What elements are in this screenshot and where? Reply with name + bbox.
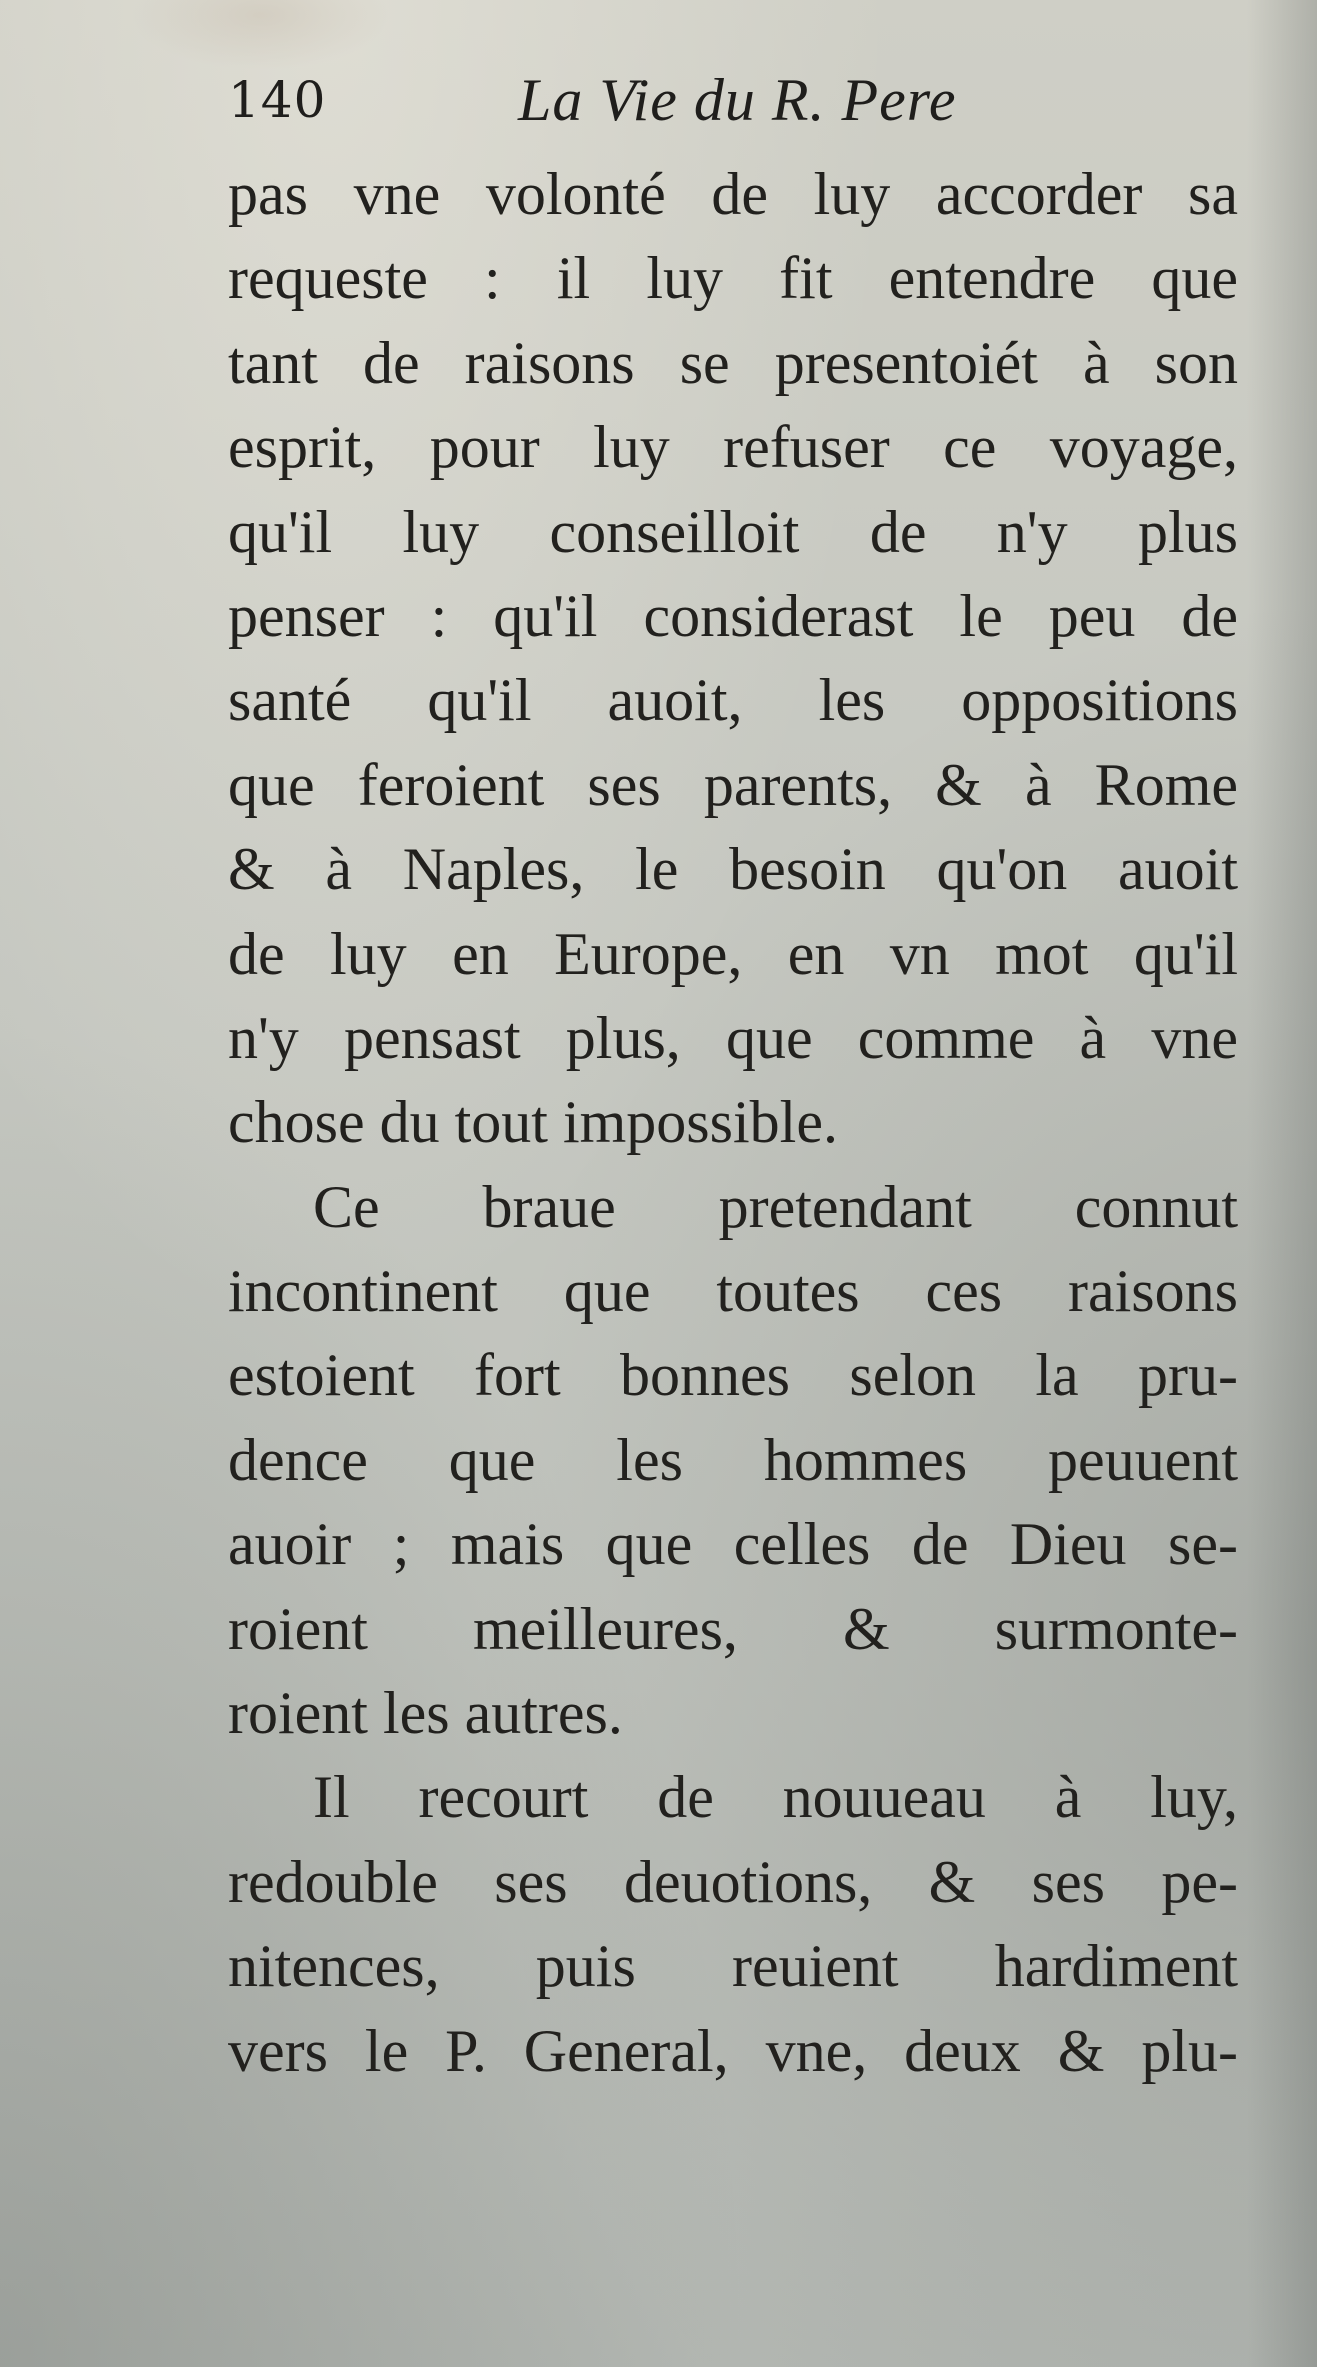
page-number: 140 bbox=[228, 71, 327, 129]
text-line: estoient fort bonnes selon la pru- bbox=[228, 1342, 1238, 1409]
text-line: santé qu'il auoit, les oppositions bbox=[228, 667, 1238, 734]
text-line: que feroient ses parents, & à Rome bbox=[228, 751, 1238, 818]
text-line: roient les autres. bbox=[228, 1680, 623, 1747]
running-head: La Vie du R. Pere bbox=[518, 67, 957, 133]
page-edge-shadow bbox=[1247, 0, 1317, 2367]
text-line: n'y pensast plus, que comme à vne bbox=[228, 1004, 1238, 1071]
text-line: tant de raisons se presentoiét à son bbox=[228, 329, 1238, 396]
text-line: requeste : il luy fit entendre que bbox=[228, 245, 1238, 312]
paragraph-first-line: Il recourt de nouueau à luy, bbox=[313, 1764, 1238, 1831]
text-line: de luy en Europe, en vn mot qu'il bbox=[228, 920, 1238, 987]
text-line: roient meilleures, & surmonte- bbox=[228, 1595, 1238, 1662]
paper-stain bbox=[130, 0, 390, 70]
text-line: esprit, pour luy refuser ce voyage, bbox=[228, 414, 1238, 481]
text-line: nitences, puis reuient hardiment bbox=[228, 1933, 1238, 2000]
text-line: incontinent que toutes ces raisons bbox=[228, 1258, 1238, 1325]
text-line: vers le P. General, vne, deux & plu- bbox=[228, 2017, 1238, 2084]
body-text bbox=[228, 152, 1238, 2093]
page-header bbox=[228, 68, 1028, 138]
text-line: qu'il luy conseilloit de n'y plus bbox=[228, 498, 1238, 565]
text-line: penser : qu'il considerast le peu de bbox=[228, 582, 1238, 649]
text-line: pas vne volonté de luy accorder sa bbox=[228, 161, 1238, 227]
text-line: redouble ses deuotions, & ses pe- bbox=[228, 1848, 1238, 1915]
paragraph-first-line: Ce braue pretendant connut bbox=[313, 1173, 1238, 1240]
text-line: chose du tout impossible. bbox=[228, 1089, 838, 1156]
text-line: auoir ; mais que celles de Dieu se- bbox=[228, 1511, 1238, 1578]
text-line: & à Naples, le besoin qu'on auoit bbox=[228, 836, 1238, 903]
text-line: dence que les hommes peuuent bbox=[228, 1426, 1238, 1493]
